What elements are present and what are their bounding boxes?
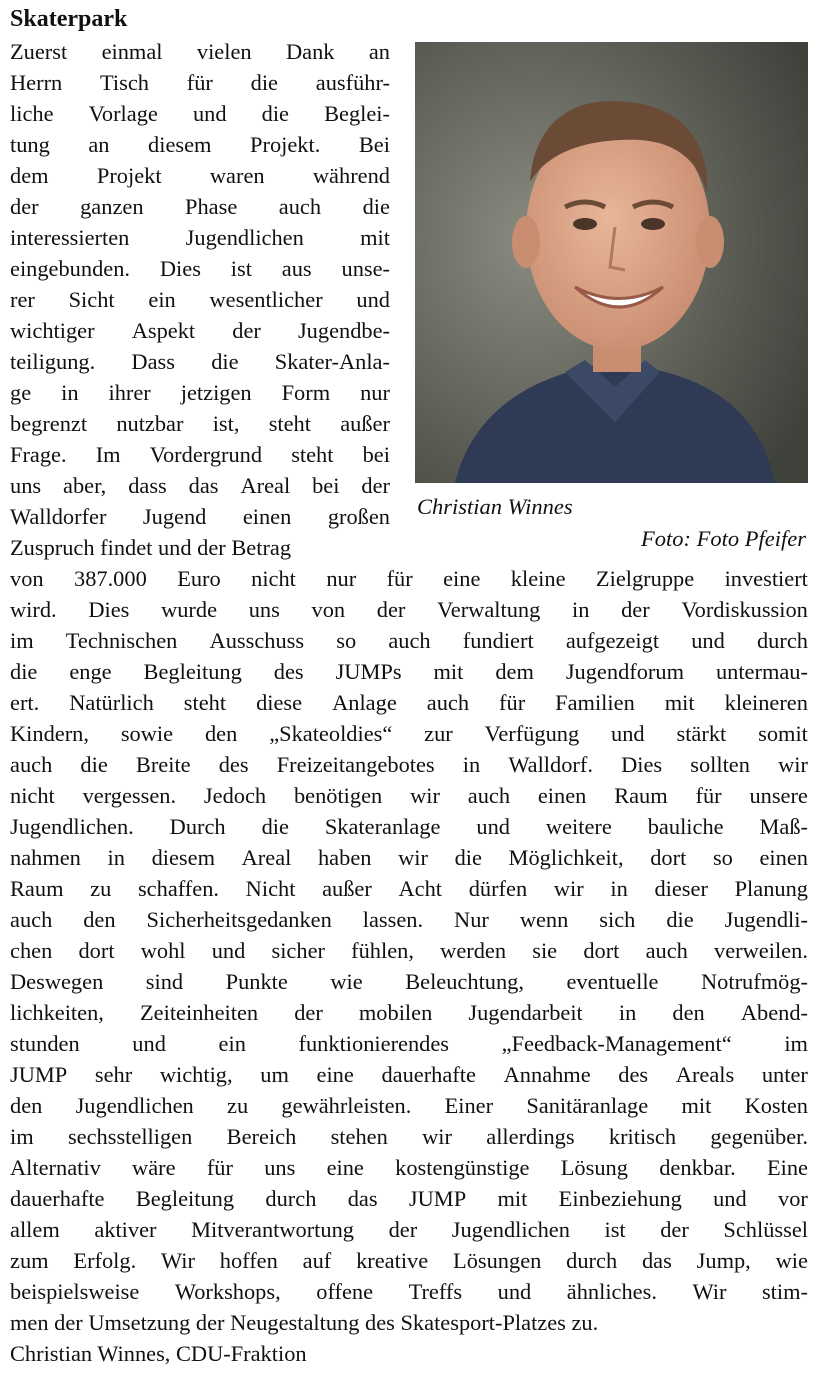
text-line: nahmen in diesem Areal haben wir die Möglichkeit, dort so einen [10, 845, 808, 870]
text-line: lichkeiten, Zeiteinheiten der mobilen Jugendarbeit in den Abend- [10, 1000, 808, 1025]
portrait-photo [415, 42, 808, 483]
text-line: den Jugendlichen zu gewährleisten. Einer Sanitäranlage mit Kosten [10, 1093, 808, 1118]
full-width-text [10, 563, 808, 1338]
text-line: nicht vergessen. Jedoch benötigen wir auch einen Raum für unsere [10, 783, 808, 808]
text-line: Raum zu schaffen. Nicht außer Acht dürfen wir in dieser Planung [10, 876, 808, 901]
text-line: dem Projekt waren während [10, 163, 390, 188]
caption-credit: Foto: Foto Pfeifer [641, 526, 806, 551]
text-line: ert. Natürlich steht diese Anlage auch für Familien mit kleineren [10, 690, 808, 715]
text-line: die enge Begleitung des JUMPs mit dem Jugendforum untermau- [10, 659, 808, 684]
text-line: men der Umsetzung der Neugestaltung des Skatesport-Platzes zu. [10, 1310, 599, 1335]
text-line: Frage. Im Vordergrund steht bei [10, 442, 390, 467]
text-line: Walldorfer Jugend einen großen [10, 504, 390, 529]
text-line: stunden und ein funktionierendes „Feedback-Management“ im [10, 1031, 808, 1056]
caption-name: Christian Winnes [417, 494, 573, 519]
text-line: von 387.000 Euro nicht nur für eine kleine Zielgruppe investiert [10, 566, 808, 591]
text-line: interessierten Jugendlichen mit [10, 225, 390, 250]
article [10, 6, 808, 1369]
text-line: der ganzen Phase auch die [10, 194, 390, 219]
text-line: zum Erfolg. Wir hoffen auf kreative Lösungen durch das Jump, wie [10, 1248, 808, 1273]
text-line: auch den Sicherheitsgedanken lassen. Nur wenn sich die Jugendli- [10, 907, 808, 932]
text-line: wichtiger Aspekt der Jugendbe- [10, 318, 390, 343]
text-line: wird. Dies wurde uns von der Verwaltung in der Vordiskussion [10, 597, 808, 622]
text-line: Zuspruch findet und der Betrag [10, 535, 292, 560]
text-line: ge in ihrer jetzigen Form nur [10, 380, 390, 405]
text-line: im Technischen Ausschuss so auch fundiert aufgezeigt und durch [10, 628, 808, 653]
text-line: Herrn Tisch für die ausführ- [10, 70, 390, 95]
photo-caption [415, 483, 808, 551]
portrait-figure [415, 42, 808, 551]
text-line: eingebunden. Dies ist aus unse- [10, 256, 390, 281]
text-line: Alternativ wäre für uns eine kostengünstige Lösung denkbar. Eine [10, 1155, 808, 1180]
text-line: liche Vorlage und die Beglei- [10, 101, 390, 126]
text-line: auch die Breite des Freizeitangebotes in Walldorf. Dies sollten wir [10, 752, 808, 777]
text-line: im sechsstelligen Bereich stehen wir allerdings kritisch gegenüber. [10, 1124, 808, 1149]
text-line: beispielsweise Workshops, offene Treffs und ähnliches. Wir stim- [10, 1279, 808, 1304]
text-line: rer Sicht ein wesentlicher und [10, 287, 390, 312]
text-line: uns aber, dass das Areal bei der [10, 473, 390, 498]
text-line: chen dort wohl und sicher fühlen, werden sie dort auch verweilen. [10, 938, 808, 963]
author-signature: Christian Winnes, CDU-Fraktion [10, 1341, 307, 1366]
text-line: Zuerst einmal vielen Dank an [10, 39, 390, 64]
article-heading: Skaterpark [10, 6, 128, 32]
text-line: Kindern, sowie den „Skateoldies“ zur Verfügung und stärkt somit [10, 721, 808, 746]
text-line: begrenzt nutzbar ist, steht außer [10, 411, 390, 436]
text-line: dauerhafte Begleitung durch das JUMP mit Einbeziehung und vor [10, 1186, 808, 1211]
text-line: Jugendlichen. Durch die Skateranlage und weitere bauliche Maß- [10, 814, 808, 839]
text-line: tung an diesem Projekt. Bei [10, 132, 390, 157]
text-line: teiligung. Dass die Skater-Anla- [10, 349, 390, 374]
text-line: JUMP sehr wichtig, um eine dauerhafte Annahme des Areals unter [10, 1062, 808, 1087]
text-line: Deswegen sind Punkte wie Beleuchtung, eventuelle Notrufmög- [10, 969, 808, 994]
text-line: allem aktiver Mitverantwortung der Jugendlichen ist der Schlüssel [10, 1217, 808, 1242]
